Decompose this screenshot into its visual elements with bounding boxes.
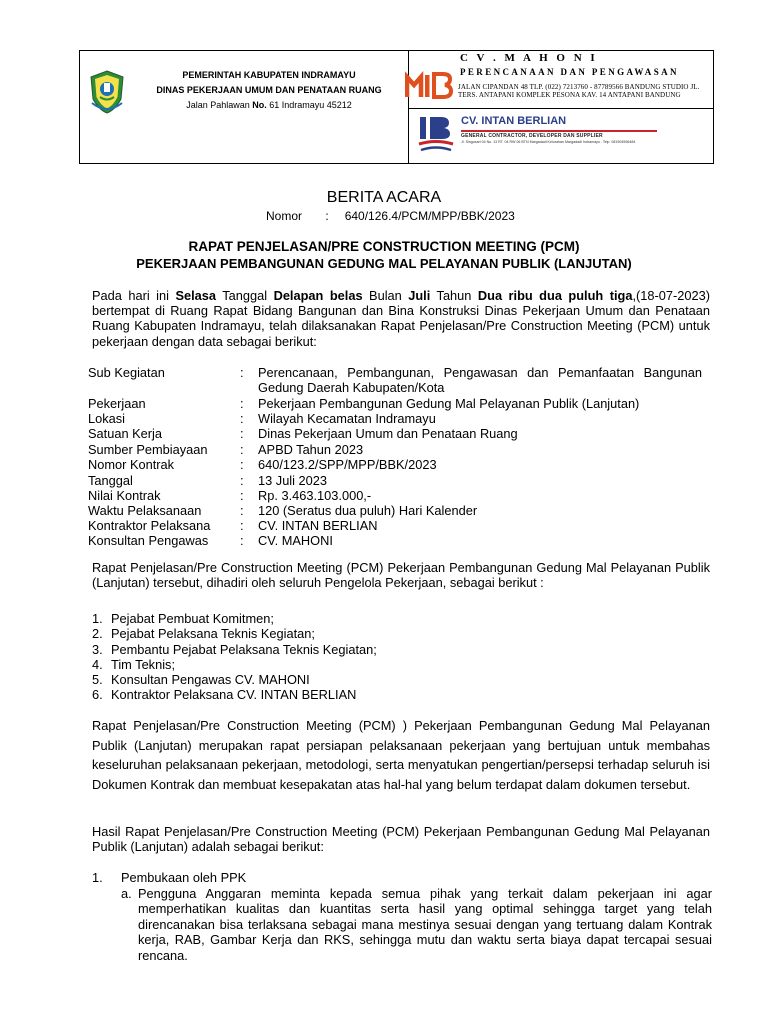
detail-row [88, 533, 708, 548]
detail-value: 640/123.2/SPP/MPP/BBK/2023 [258, 457, 437, 472]
intro-text: Tanggal [216, 288, 274, 303]
meeting-title: RAPAT PENJELASAN/PRE CONSTRUCTION MEETING (PCM) [188, 239, 580, 254]
intro-text: Tahun [430, 288, 478, 303]
detail-value: Perencanaan, Pembangunan, Pengawasan dan Pemanfaatan Bangunan Gedung Daerah Kabupaten/Kota [258, 365, 702, 395]
intro-date: Delapan belas [273, 288, 363, 303]
government-line: PEMERINTAH KABUPATEN INDRAMAYU [182, 70, 356, 80]
detail-row [88, 365, 708, 395]
list-number: 1. [92, 611, 103, 626]
detail-separator: : [240, 503, 244, 518]
mahoni-logo-icon [405, 71, 455, 99]
list-text: Pejabat Pelaksana Teknis Kegiatan; [111, 626, 315, 641]
intro-text: Pada hari ini [92, 288, 176, 303]
detail-row [88, 503, 708, 518]
intan-berlian-header [409, 109, 713, 163]
detail-key: Nomor Kontrak [88, 457, 175, 472]
letterhead [79, 50, 714, 164]
intro-text: ,(18-07-2023) bertempat di Ruang Rapat Bidang Bangunan dan Bina Konstruksi Dinas Pekerjaan Umum dan Penataan Ruang Kabupaten Indramayu, telah dilaksanakan Rapat Penjelasan/Pre Construction Meeting (PCM) untuk pekerjaan dengan data sebagai berikut: [92, 288, 711, 349]
project-title: PEKERJAAN PEMBANGUNAN GEDUNG MAL PELAYANAN PUBLIK (LANJUTAN) [136, 256, 632, 271]
list-text: Konsultan Pengawas CV. MAHONI [111, 672, 310, 687]
detail-value: CV. MAHONI [258, 533, 333, 548]
detail-key: Waktu Pelaksanaan [88, 503, 202, 518]
detail-key: Satuan Kerja [88, 426, 162, 441]
detail-row [88, 411, 708, 426]
detail-separator: : [240, 426, 244, 441]
detail-value: CV. INTAN BERLIAN [258, 518, 378, 533]
consultant-address: JALAN CIPANDAN 48 TLP. (022) 7213760 - 87789566 BANDUNG STUDIO JL. TERS. ANTAPANI KOMPLEK PESONA KAV. 14 ANTAPANI BANDUNG [458, 83, 700, 100]
intro-day: Selasa [175, 288, 217, 303]
detail-row [88, 518, 708, 533]
list-number: 6. [92, 687, 103, 702]
contractor-tagline: GENERAL CONTRACTOR, DEVELOPER DAN SUPPLIER [461, 133, 603, 139]
list-number: 5. [92, 672, 103, 687]
subitem-text: Pengguna Anggaran meminta kepada semua pihak yang terkait dalam pekerjaan ini agar memperhatikan kualitas dan kuantitas serta hasil yang optimal sehingga target yang telah direncanakan bisa terlaksana sebagai mana mestinya sesuai dengan yang tertuang dalam Kontrak kerja, RAB, Gambar Kerja dan RKS, sehingga mutu dan waktu serta biaya dapat tercapai sesuai rencana. [138, 886, 712, 963]
detail-separator: : [240, 533, 244, 548]
detail-row [88, 488, 708, 503]
detail-key: Sumber Pembiayaan [88, 442, 208, 457]
government-header [80, 51, 409, 163]
detail-separator: : [240, 442, 244, 457]
detail-key: Sub Kegiatan [88, 365, 165, 380]
detail-key: Tanggal [88, 473, 133, 488]
regency-emblem-icon [88, 69, 126, 115]
subitem-letter: a. [121, 886, 132, 901]
detail-value: Pekerjaan Pembangunan Gedung Mal Pelayanan Publik (Lanjutan) [258, 396, 640, 411]
list-number: 2. [92, 626, 103, 641]
consultant-contractor-header [409, 51, 713, 163]
intro-text: Bulan [362, 288, 409, 303]
document-number [266, 209, 515, 223]
contractor-divider [461, 130, 657, 132]
detail-separator: : [240, 457, 244, 472]
government-address [132, 98, 406, 113]
number-value: 640/126.4/PCM/MPP/BBK/2023 [344, 209, 515, 223]
detail-separator: : [240, 518, 244, 533]
detail-key: Konsultan Pengawas [88, 533, 209, 548]
intro-year: Dua ribu dua puluh tiga [477, 288, 633, 303]
detail-value: Dinas Pekerjaan Umum dan Penataan Ruang [258, 426, 518, 441]
detail-key: Pekerjaan [88, 396, 146, 411]
attendance-paragraph: Rapat Penjelasan/Pre Construction Meeting (PCM) Pekerjaan Pembangunan Gedung Mal Pelayanan Publik (Lanjutan) tersebut, dihadiri oleh seluruh Pengelola Pekerjaan, sebagai berikut : [92, 560, 710, 591]
list-text: Pembantu Pejabat Pelaksana Teknis Kegiatan; [111, 642, 377, 657]
detail-separator: : [240, 473, 244, 488]
section-title: Pembukaan oleh PPK [121, 870, 247, 885]
address-no: No. [252, 100, 267, 110]
detail-row [88, 396, 708, 411]
mahoni-header [409, 51, 713, 109]
contractor-name: CV. INTAN BERLIAN [461, 115, 567, 127]
contractor-address: Jl. Singosari 04 No. 13 RT. 04 RW 06 BTN Margadadi Kelurahan Margadadi Indramayu . Telp. 081904596484 [461, 140, 636, 144]
detail-value: Wilayah Kecamatan Indramayu [258, 411, 436, 426]
detail-separator: : [240, 488, 244, 503]
detail-key: Nilai Kontrak [88, 488, 161, 503]
detail-separator: : [240, 365, 244, 380]
detail-row [88, 426, 708, 441]
consultant-subtitle: PERENCANAAN DAN PENGAWASAN [460, 67, 679, 77]
detail-separator: : [240, 396, 244, 411]
list-number: 4. [92, 657, 103, 672]
address-text: Jalan Pahlawan [186, 100, 253, 110]
detail-value: 120 (Seratus dua puluh) Hari Kalender [258, 503, 478, 518]
address-text: 61 Indramayu 45212 [266, 100, 352, 110]
purpose-paragraph: Rapat Penjelasan/Pre Construction Meeting (PCM) ) Pekerjaan Pembangunan Gedung Mal Pelayanan Publik (Lanjutan) merupakan rapat persiapan pelaksanaan pekerjaan yang bertujuan untuk membahas keseluruhan pelaksanaan pekerjaan, metodologi, serta menyatukan pengertian/persepsi terhadap seluruh isi Dokumen Kontrak dan membuat kesepakatan atas hal-hal yang belum terdapat dalam dokumen tersebut. [92, 718, 710, 792]
detail-value: Rp. 3.463.103.000,- [258, 488, 372, 503]
intan-berlian-logo-icon [417, 115, 455, 155]
detail-key: Kontraktor Pelaksana [88, 518, 211, 533]
number-label: Nomor [266, 209, 303, 223]
consultant-name: C V . M A H O N I [460, 52, 598, 64]
detail-row [88, 457, 708, 472]
list-number: 3. [92, 642, 103, 657]
section-number: 1. [92, 870, 103, 885]
intro-paragraph [92, 288, 710, 349]
government-text [132, 68, 406, 113]
detail-value: 13 Juli 2023 [258, 473, 328, 488]
detail-separator: : [240, 411, 244, 426]
number-separator: : [325, 209, 329, 223]
department-line: DINAS PEKERJAAN UMUM DAN PENATAAN RUANG [156, 85, 382, 95]
list-text: Tim Teknis; [111, 657, 175, 672]
document-title: BERITA ACARA [326, 189, 442, 206]
list-text: Kontraktor Pelaksana CV. INTAN BERLIAN [111, 687, 357, 702]
list-text: Pejabat Pembuat Komitmen; [111, 611, 274, 626]
detail-row [88, 473, 708, 488]
detail-row [88, 442, 708, 457]
detail-key: Lokasi [88, 411, 125, 426]
intro-month: Juli [408, 288, 431, 303]
detail-value: APBD Tahun 2023 [258, 442, 364, 457]
results-paragraph: Hasil Rapat Penjelasan/Pre Construction Meeting (PCM) Pekerjaan Pembangunan Gedung Mal Pelayanan Publik (Lanjutan) adalah sebagai berikut: [92, 824, 710, 855]
